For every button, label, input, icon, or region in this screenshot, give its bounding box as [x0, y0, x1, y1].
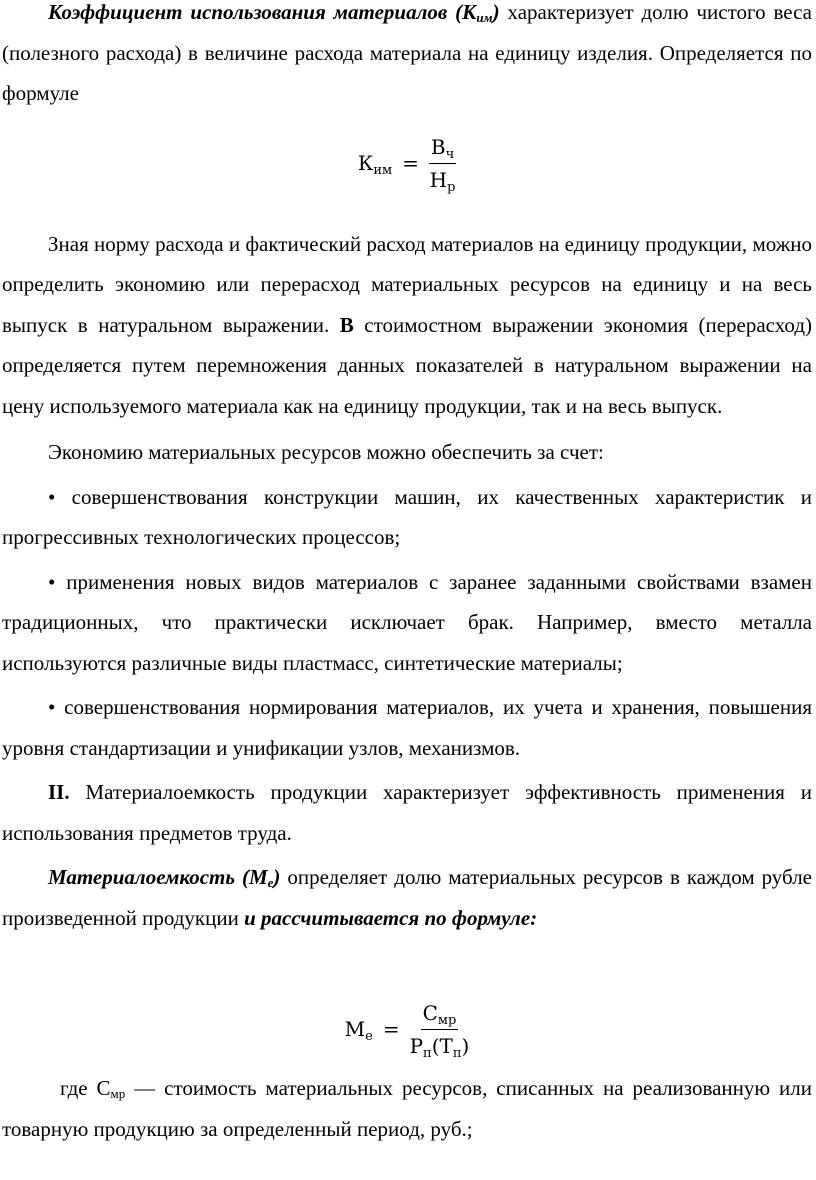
formula-me-num-sub: мр [437, 1012, 457, 1028]
bullet-icon: • [48, 484, 56, 509]
formula-kim-den-symbol: Н [429, 168, 448, 192]
term-kim-text: Коэффициент использования материалов (К [48, 0, 477, 24]
term-me-sub: е [267, 875, 274, 890]
formula-kim-denominator [429, 164, 456, 195]
formula-kim-equals: = [402, 151, 419, 176]
paragraph-economy-means: Экономию материальных ресурсов можно обеспечить за счет: [48, 440, 604, 464]
bullet-item-3-text: совершенствования нормирования материалов, их учета и хранения, повышения уровня стандартизации и унификации узлов, механизмов. [2, 695, 812, 760]
formula-me-paren-close: ) [461, 1033, 470, 1058]
formula-kim-lhs-sub: им [373, 163, 393, 179]
bullet-icon: • [48, 569, 56, 594]
paragraph-me-text: определяет долю материальных ресурсов в каждом рубле произведенной продукции [2, 865, 812, 930]
term-kim-sub: им [476, 10, 493, 25]
formula-kim-num-symbol: В [430, 135, 446, 159]
term-me-text: Материалоемкость (М [48, 865, 268, 889]
paragraph-where-sub: мр [110, 1086, 126, 1101]
term-me [48, 865, 280, 889]
paragraph-where [2, 1068, 812, 1149]
bullet-item-1 [2, 477, 812, 558]
formula-me-lhs [345, 1009, 373, 1050]
section-number: II. [48, 780, 70, 804]
formula-me-den-b: Т [439, 1033, 453, 1058]
term-me-close: ) [273, 865, 281, 889]
formula-kim-fraction [429, 135, 456, 195]
formula-kim-num-sub: ч [445, 147, 455, 162]
formula-me-lhs-symbol: М [344, 1016, 366, 1041]
term-kim [48, 0, 500, 24]
bullet-item-1-text: совершенствования конструкции машин, их качественных характеристик и прогрессивных технологических процессов; [2, 484, 812, 549]
formula-me-denominator [409, 1030, 470, 1061]
formula-kim-numerator [429, 135, 456, 164]
bullet-icon: • [48, 695, 56, 719]
paragraph-economy [2, 224, 812, 427]
formula-kim-lhs-symbol: К [357, 151, 374, 176]
bullet-item-3 [2, 687, 812, 768]
formula-me-den-a: Р [409, 1033, 424, 1058]
formula-me-equals: = [382, 1016, 400, 1041]
formula-me-numerator [421, 1001, 459, 1030]
paragraph-economy-text2: стоимостном выражении экономия (перерасход) определяется путем перемножения данных показателей в натуральном выражении на цену используемого материала как на единицу продукции, так и на весь выпуск. [2, 312, 813, 418]
formula-me-den-a-sub: п [423, 1045, 432, 1061]
paragraph-material-intensity [2, 772, 812, 853]
formula-kim-lhs [358, 143, 392, 184]
paragraph-where-lead: где С [60, 1076, 111, 1100]
paragraph-me-definition [2, 857, 812, 938]
paragraph-me-tail: и рассчитывается по формуле: [244, 905, 538, 930]
formula-kim [2, 134, 812, 194]
paragraph-where-text: — стоимость материальных ресурсов, списанных на реализованную или товарную продукцию за определенный период, руб.; [2, 1076, 812, 1141]
paragraph-kim-text: характеризует долю чистого веса (полезного расхода) в величине расхода материала на единицу изделия. Определяется по формуле [2, 0, 813, 105]
formula-me-fraction [409, 1000, 470, 1061]
paragraph-economy-bold: В [339, 312, 354, 337]
paragraph-economy-text1: Зная норму расхода и фактический расход материалов на единицу продукции, можно определить экономию или перерасход материальных ресурсов на единицу и на весь выпуск в натуральном выражении. [2, 231, 812, 337]
bullet-item-2-text: применения новых видов материалов с заранее заданными свойствами взамен традиционных, что практически исключает брак. Например, вместо металла используются различные виды пластмасс, синтетические материалы; [2, 569, 812, 675]
paragraph-kim-definition [2, 0, 812, 114]
formula-me [2, 998, 812, 1060]
formula-me-den-b-sub: п [452, 1045, 462, 1061]
formula-kim-den-sub: р [447, 180, 456, 195]
term-kim-close: ) [492, 0, 500, 24]
formula-me-paren-open: ( [431, 1033, 440, 1058]
paragraph-material-intensity-text: Материалоемкость продукции характеризует эффективность применения и использования предметов труда. [2, 780, 812, 845]
formula-me-lhs-sub: е [365, 1028, 373, 1044]
formula-me-num-symbol: С [422, 1000, 438, 1025]
bullet-item-2 [2, 562, 812, 684]
